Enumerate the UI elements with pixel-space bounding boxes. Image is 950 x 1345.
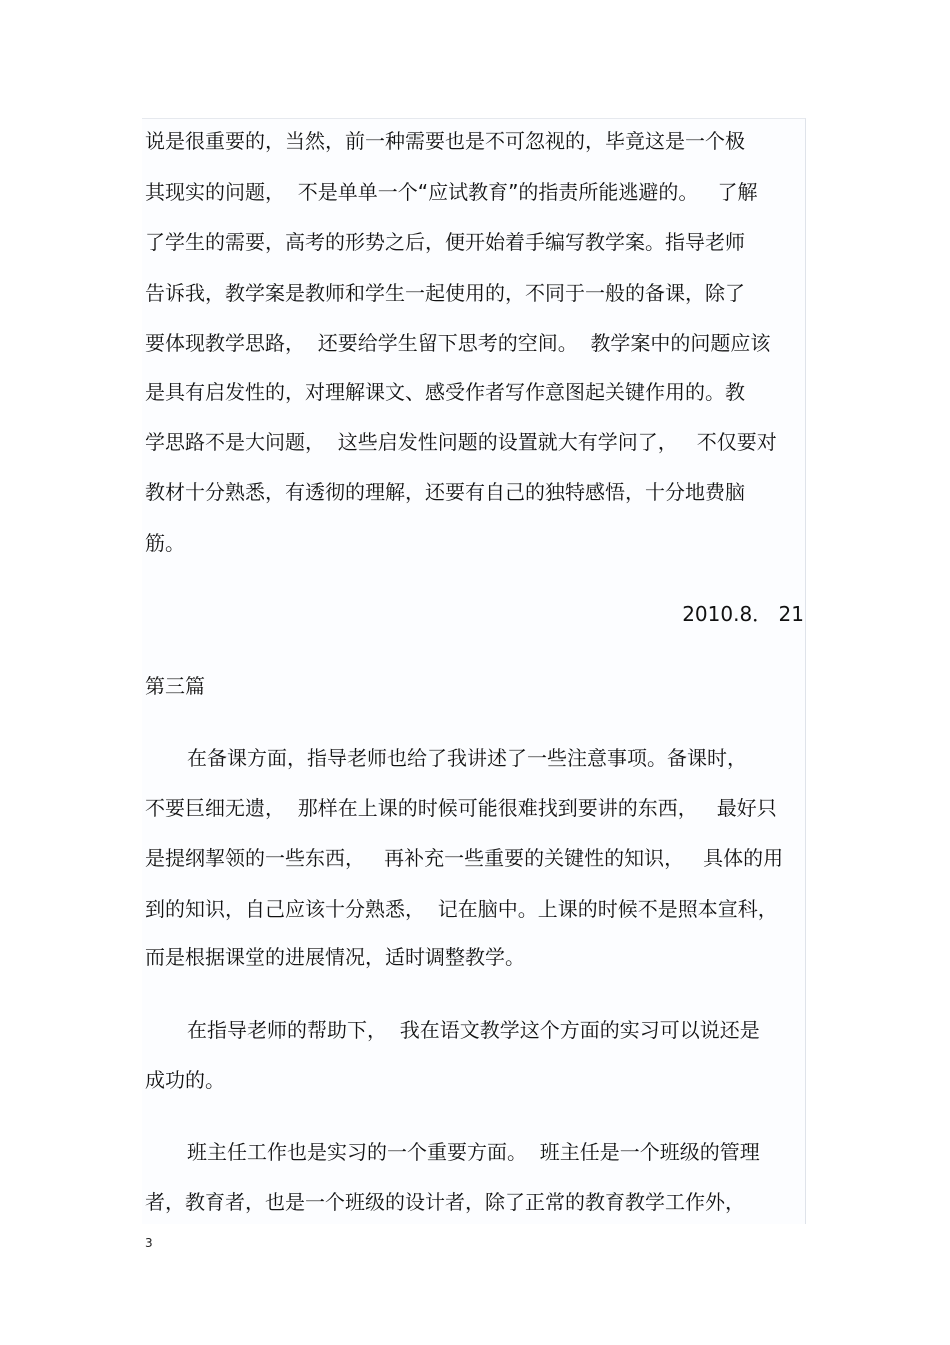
paragraph-1-line-4: 告诉我，教学案是教师和学生一起使用的，不同于一般的备课，除了 xyxy=(145,281,745,305)
date-text: 2010.8． 21 xyxy=(682,602,804,626)
paragraph-2-line-5: 而是根据课堂的进展情况，适时调整教学。 xyxy=(145,945,525,969)
paragraph-2-line-1: 在备课方面，指导老师也给了我讲述了一些注意事项。备课时， xyxy=(187,746,747,770)
paragraph-1-line-8: 教材十分熟悉，有透彻的理解，还要有自己的独特感悟，十分地费脑 xyxy=(145,480,745,504)
paragraph-3-line-1: 在指导老师的帮助下， 我在语文教学这个方面的实习可以说还是 xyxy=(187,1018,760,1042)
paragraph-2-line-3: 是提纲挈领的一些东西， 再补充一些重要的关键性的知识， 具体的用 xyxy=(145,846,784,870)
section-title: 第三篇 xyxy=(145,674,205,698)
paragraph-2-line-2: 不要巨细无遗， 那样在上课的时候可能很难找到要讲的东西， 最好只 xyxy=(145,796,777,820)
paragraph-1-line-5: 要体现教学思路， 还要给学生留下思考的空间。 教学案中的问题应该 xyxy=(145,331,771,355)
page-number: 3 xyxy=(145,1236,153,1250)
paragraph-1-line-6: 是具有启发性的，对理解课文、感受作者写作意图起关键作用的。教 xyxy=(145,380,745,404)
paragraph-2-line-4: 到的知识，自己应该十分熟悉， 记在脑中。上课的时候不是照本宣科， xyxy=(145,897,778,921)
paragraph-4-line-2: 者，教育者，也是一个班级的设计者，除了正常的教育教学工作外， xyxy=(145,1190,745,1214)
paragraph-1-line-3: 了学生的需要，高考的形势之后，便开始着手编写教学案。指导老师 xyxy=(145,230,745,254)
paragraph-1-line-9: 筋。 xyxy=(145,531,185,555)
paragraph-3-line-2: 成功的。 xyxy=(145,1068,225,1092)
paragraph-4-line-1: 班主任工作也是实习的一个重要方面。 班主任是一个班级的管理 xyxy=(187,1140,760,1164)
paragraph-1-line-2: 其现实的问题， 不是单单一个“应试教育”的指责所能逃避的。 了解 xyxy=(145,180,758,204)
paragraph-1-line-7: 学思路不是大问题， 这些启发性问题的设置就大有学问了， 不仅要对 xyxy=(145,430,777,454)
paragraph-1-line-1: 说是很重要的，当然，前一种需要也是不可忽视的，毕竟这是一个极 xyxy=(145,129,745,153)
